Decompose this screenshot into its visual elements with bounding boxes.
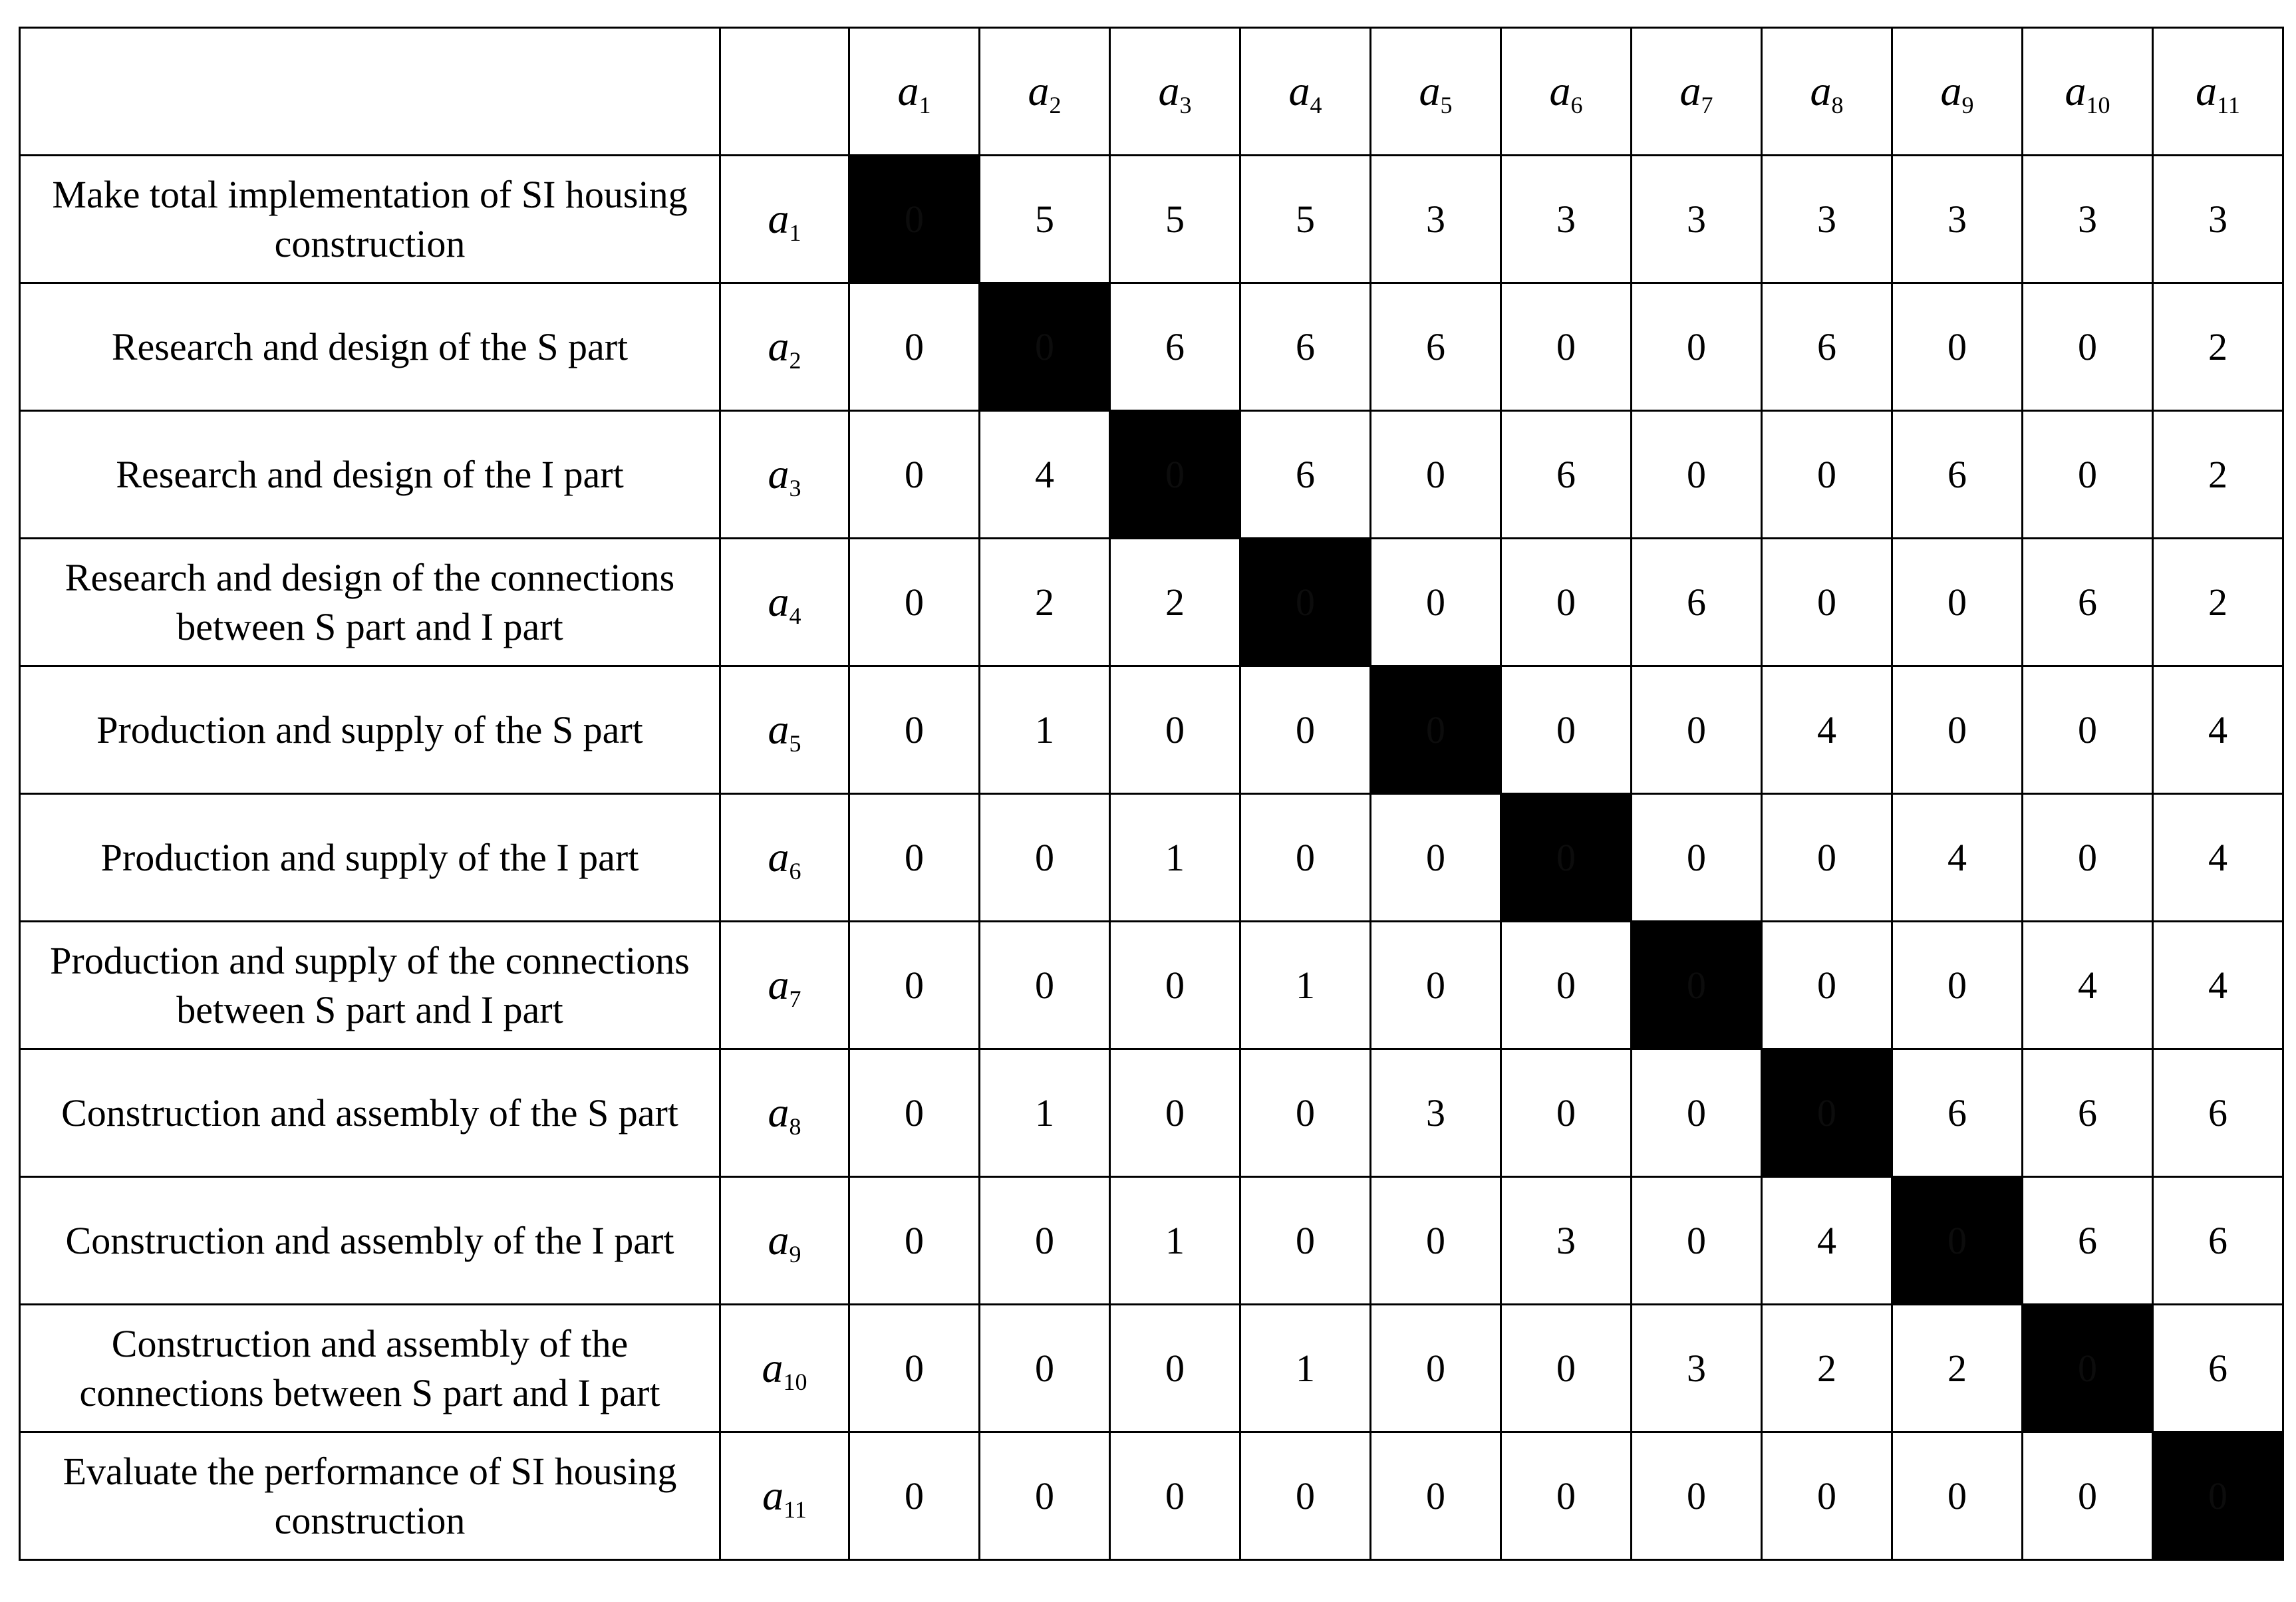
matrix-cell: 6 <box>2153 1305 2283 1432</box>
matrix-cell: 4 <box>2153 922 2283 1049</box>
dependency-matrix-table <box>19 27 2284 1561</box>
column-variable-subscript: 8 <box>1831 91 1844 118</box>
row-variable-symbol: a <box>768 1088 789 1136</box>
table-row <box>20 794 2283 922</box>
row-variable-subscript: 3 <box>789 474 801 501</box>
column-variable <box>1549 67 1583 118</box>
row-variable <box>768 705 801 757</box>
matrix-cell: 0 <box>1892 539 2023 666</box>
table-row <box>20 1177 2283 1305</box>
column-variable-symbol: a <box>1679 67 1701 114</box>
header-blank-code <box>720 28 849 156</box>
column-variable-subscript: 4 <box>1310 91 1322 118</box>
header-row <box>20 28 2283 156</box>
column-header <box>1240 28 1371 156</box>
matrix-cell: 0 <box>2023 411 2153 539</box>
row-variable-subscript: 9 <box>789 1240 801 1268</box>
matrix-cell: 0 <box>1632 411 1762 539</box>
matrix-cell: 0 <box>1501 1305 1632 1432</box>
matrix-cell: 0 <box>849 1305 980 1432</box>
matrix-cell: 0 <box>1371 539 1501 666</box>
table-row <box>20 666 2283 794</box>
matrix-cell: 0 <box>849 1432 980 1560</box>
matrix-cell: 6 <box>2153 1177 2283 1305</box>
matrix-cell: 0 <box>849 1177 980 1305</box>
matrix-cell: 4 <box>1892 794 2023 922</box>
column-variable-symbol: a <box>2196 67 2218 114</box>
column-variable-symbol: a <box>897 67 919 114</box>
matrix-cell: 0 <box>2023 1432 2153 1560</box>
activity-description: Research and design of the I part <box>20 411 720 539</box>
matrix-cell: 0 <box>1892 922 2023 1049</box>
matrix-cell: 1 <box>1110 794 1240 922</box>
activity-description: Research and design of the connections between S part and I part <box>20 539 720 666</box>
column-variable <box>1028 67 1062 118</box>
diagonal-cell: 0 <box>1501 794 1632 922</box>
row-variable-symbol: a <box>768 577 789 625</box>
matrix-cell: 4 <box>2153 794 2283 922</box>
matrix-cell: 6 <box>1240 283 1371 411</box>
row-variable-symbol: a <box>768 833 789 880</box>
table-row <box>20 411 2283 539</box>
matrix-cell: 0 <box>980 794 1110 922</box>
matrix-cell: 0 <box>1762 794 1892 922</box>
matrix-cell: 0 <box>1632 1177 1762 1305</box>
column-variable-subscript: 2 <box>1049 91 1062 118</box>
header-blank-description <box>20 28 720 156</box>
column-variable <box>1679 67 1713 118</box>
row-variable <box>762 1343 807 1395</box>
matrix-cell: 0 <box>1892 283 2023 411</box>
column-header <box>1501 28 1632 156</box>
activity-description: Evaluate the performance of SI housing construction <box>20 1432 720 1560</box>
table-row <box>20 283 2283 411</box>
column-header <box>1762 28 1892 156</box>
matrix-cell: 6 <box>1110 283 1240 411</box>
matrix-cell: 0 <box>1371 922 1501 1049</box>
row-variable-subscript: 7 <box>789 985 801 1012</box>
matrix-cell: 0 <box>980 1177 1110 1305</box>
column-variable-symbol: a <box>1288 67 1310 114</box>
matrix-cell: 0 <box>1501 666 1632 794</box>
matrix-cell: 0 <box>1762 411 1892 539</box>
table-row <box>20 1305 2283 1432</box>
row-header <box>720 922 849 1049</box>
diagonal-cell: 0 <box>2023 1305 2153 1432</box>
matrix-cell: 0 <box>1892 666 2023 794</box>
table-row <box>20 156 2283 283</box>
matrix-cell: 6 <box>1501 411 1632 539</box>
matrix-cell: 3 <box>1371 156 1501 283</box>
matrix-body <box>20 28 2283 1560</box>
diagonal-cell: 0 <box>1632 922 1762 1049</box>
row-variable-subscript: 5 <box>789 730 801 757</box>
column-variable <box>1419 67 1453 118</box>
matrix-cell: 5 <box>1110 156 1240 283</box>
matrix-cell: 0 <box>1632 794 1762 922</box>
matrix-cell: 0 <box>1762 922 1892 1049</box>
matrix-cell: 6 <box>1371 283 1501 411</box>
matrix-cell: 0 <box>1371 1177 1501 1305</box>
matrix-cell: 1 <box>980 1049 1110 1177</box>
matrix-cell: 0 <box>980 1305 1110 1432</box>
matrix-cell: 0 <box>2023 666 2153 794</box>
matrix-cell: 3 <box>1501 1177 1632 1305</box>
matrix-cell: 0 <box>1371 1305 1501 1432</box>
activity-description: Make total implementation of SI housing construction <box>20 156 720 283</box>
row-variable-symbol: a <box>762 1343 784 1391</box>
matrix-cell: 0 <box>1110 1305 1240 1432</box>
matrix-cell: 0 <box>980 922 1110 1049</box>
matrix-cell: 0 <box>1632 1049 1762 1177</box>
activity-description: Research and design of the S part <box>20 283 720 411</box>
matrix-cell: 0 <box>1632 666 1762 794</box>
table-row <box>20 1049 2283 1177</box>
activity-description: Production and supply of the connections between S part and I part <box>20 922 720 1049</box>
matrix-cell: 2 <box>2153 283 2283 411</box>
column-variable <box>2196 67 2240 118</box>
matrix-cell: 0 <box>1371 411 1501 539</box>
row-variable-subscript: 2 <box>789 346 801 374</box>
matrix-cell: 4 <box>2023 922 2153 1049</box>
column-variable <box>2065 67 2110 118</box>
row-variable <box>768 960 801 1012</box>
row-variable-subscript: 4 <box>789 602 801 629</box>
column-variable <box>1158 67 1192 118</box>
table-row <box>20 539 2283 666</box>
matrix-cell: 6 <box>2153 1049 2283 1177</box>
matrix-cell: 3 <box>1632 1305 1762 1432</box>
matrix-cell: 0 <box>1110 1432 1240 1560</box>
row-header <box>720 794 849 922</box>
matrix-cell: 6 <box>1632 539 1762 666</box>
activity-description: Production and supply of the I part <box>20 794 720 922</box>
matrix-cell: 2 <box>1762 1305 1892 1432</box>
matrix-cell: 0 <box>2023 283 2153 411</box>
matrix-cell: 2 <box>1892 1305 2023 1432</box>
matrix-cell: 6 <box>2023 539 2153 666</box>
row-header <box>720 1432 849 1560</box>
row-variable-symbol: a <box>768 705 789 753</box>
row-variable <box>768 1216 801 1268</box>
matrix-cell: 1 <box>1110 1177 1240 1305</box>
matrix-cell: 0 <box>1240 1432 1371 1560</box>
diagonal-cell: 0 <box>1240 539 1371 666</box>
column-variable <box>1940 67 1974 118</box>
matrix-cell: 0 <box>1371 794 1501 922</box>
matrix-cell: 0 <box>1501 283 1632 411</box>
matrix-cell: 0 <box>1762 1432 1892 1560</box>
matrix-cell: 0 <box>1501 539 1632 666</box>
row-variable <box>768 450 801 501</box>
row-variable <box>762 1471 807 1523</box>
matrix-cell: 6 <box>1892 1049 2023 1177</box>
matrix-cell: 6 <box>1762 283 1892 411</box>
column-variable-subscript: 5 <box>1440 91 1453 118</box>
column-variable-subscript: 9 <box>1961 91 1974 118</box>
row-variable-symbol: a <box>768 1216 789 1264</box>
matrix-cell: 0 <box>849 539 980 666</box>
matrix-cell: 0 <box>849 411 980 539</box>
matrix-cell: 3 <box>1632 156 1762 283</box>
column-variable-symbol: a <box>1028 67 1050 114</box>
row-header <box>720 666 849 794</box>
column-variable-symbol: a <box>2065 67 2086 114</box>
column-variable-symbol: a <box>1158 67 1180 114</box>
matrix-cell: 0 <box>1240 1049 1371 1177</box>
matrix-cell: 4 <box>1762 1177 1892 1305</box>
matrix-cell: 0 <box>849 1049 980 1177</box>
row-variable-subscript: 6 <box>789 857 801 884</box>
column-header <box>1110 28 1240 156</box>
table-row <box>20 922 2283 1049</box>
column-header <box>980 28 1110 156</box>
matrix-cell: 0 <box>849 283 980 411</box>
column-variable <box>1810 67 1844 118</box>
row-header <box>720 411 849 539</box>
matrix-cell: 0 <box>1240 794 1371 922</box>
row-variable-symbol: a <box>768 194 789 242</box>
row-variable-subscript: 1 <box>789 219 801 246</box>
matrix-cell: 4 <box>2153 666 2283 794</box>
column-variable-subscript: 1 <box>919 91 931 118</box>
column-variable-subscript: 11 <box>2217 91 2240 118</box>
row-variable-symbol: a <box>762 1471 784 1519</box>
row-variable <box>768 833 801 884</box>
matrix-cell: 0 <box>1110 922 1240 1049</box>
column-header <box>849 28 980 156</box>
activity-description: Production and supply of the S part <box>20 666 720 794</box>
row-header <box>720 1049 849 1177</box>
row-variable-symbol: a <box>768 960 789 1008</box>
matrix-cell: 3 <box>2153 156 2283 283</box>
matrix-cell: 0 <box>1240 1177 1371 1305</box>
column-variable-symbol: a <box>1549 67 1571 114</box>
matrix-cell: 3 <box>1501 156 1632 283</box>
diagonal-cell: 0 <box>1892 1177 2023 1305</box>
matrix-cell: 0 <box>1371 1432 1501 1560</box>
matrix-cell: 1 <box>1240 922 1371 1049</box>
diagonal-cell: 0 <box>1110 411 1240 539</box>
row-variable-subscript: 11 <box>784 1496 807 1523</box>
diagonal-cell: 0 <box>980 283 1110 411</box>
matrix-cell: 6 <box>2023 1177 2153 1305</box>
matrix-cell: 0 <box>2023 794 2153 922</box>
matrix-cell: 6 <box>1892 411 2023 539</box>
column-variable-subscript: 6 <box>1570 91 1583 118</box>
matrix-cell: 6 <box>2023 1049 2153 1177</box>
matrix-cell: 5 <box>980 156 1110 283</box>
matrix-cell: 1 <box>1240 1305 1371 1432</box>
matrix-cell: 0 <box>1240 666 1371 794</box>
row-header <box>720 1305 849 1432</box>
activity-description: Construction and assembly of the I part <box>20 1177 720 1305</box>
matrix-cell: 4 <box>1762 666 1892 794</box>
matrix-cell: 2 <box>980 539 1110 666</box>
column-header <box>1892 28 2023 156</box>
row-variable-symbol: a <box>768 322 789 370</box>
row-variable <box>768 194 801 246</box>
matrix-cell: 1 <box>980 666 1110 794</box>
matrix-cell: 0 <box>849 922 980 1049</box>
table-row <box>20 1432 2283 1560</box>
matrix-cell: 3 <box>1371 1049 1501 1177</box>
column-header <box>2153 28 2283 156</box>
matrix-cell: 0 <box>1110 1049 1240 1177</box>
matrix-cell: 0 <box>1892 1432 2023 1560</box>
diagonal-cell: 0 <box>2153 1432 2283 1560</box>
row-variable <box>768 1088 801 1140</box>
matrix-cell: 4 <box>980 411 1110 539</box>
column-variable <box>1288 67 1322 118</box>
row-variable-symbol: a <box>768 450 789 497</box>
matrix-cell: 0 <box>849 666 980 794</box>
row-header <box>720 1177 849 1305</box>
diagonal-cell: 0 <box>1762 1049 1892 1177</box>
activity-description: Construction and assembly of the connections between S part and I part <box>20 1305 720 1432</box>
row-header <box>720 156 849 283</box>
matrix-cell: 0 <box>1501 1049 1632 1177</box>
matrix-cell: 3 <box>1892 156 2023 283</box>
matrix-cell: 0 <box>1501 922 1632 1049</box>
matrix-cell: 3 <box>2023 156 2153 283</box>
matrix-cell: 0 <box>1632 283 1762 411</box>
matrix-cell: 0 <box>1110 666 1240 794</box>
row-header <box>720 539 849 666</box>
column-variable-symbol: a <box>1810 67 1832 114</box>
column-variable-subscript: 3 <box>1179 91 1192 118</box>
column-header <box>1632 28 1762 156</box>
column-header <box>1371 28 1501 156</box>
row-variable <box>768 322 801 374</box>
diagonal-cell: 0 <box>849 156 980 283</box>
matrix-cell: 2 <box>2153 411 2283 539</box>
row-variable-subscript: 10 <box>783 1368 807 1395</box>
column-variable-symbol: a <box>1940 67 1962 114</box>
column-variable-subscript: 10 <box>2086 91 2110 118</box>
matrix-cell: 2 <box>2153 539 2283 666</box>
matrix-cell: 0 <box>1501 1432 1632 1560</box>
diagonal-cell: 0 <box>1371 666 1501 794</box>
column-header <box>2023 28 2153 156</box>
row-variable <box>768 577 801 629</box>
column-variable-symbol: a <box>1419 67 1441 114</box>
row-header <box>720 283 849 411</box>
matrix-cell: 2 <box>1110 539 1240 666</box>
column-variable <box>897 67 931 118</box>
matrix-cell: 0 <box>1632 1432 1762 1560</box>
matrix-cell: 5 <box>1240 156 1371 283</box>
activity-description: Construction and assembly of the S part <box>20 1049 720 1177</box>
matrix-cell: 0 <box>980 1432 1110 1560</box>
matrix-cell: 3 <box>1762 156 1892 283</box>
matrix-cell: 0 <box>849 794 980 922</box>
column-variable-subscript: 7 <box>1701 91 1713 118</box>
row-variable-subscript: 8 <box>789 1113 801 1140</box>
matrix-cell: 6 <box>1240 411 1371 539</box>
matrix-cell: 0 <box>1762 539 1892 666</box>
